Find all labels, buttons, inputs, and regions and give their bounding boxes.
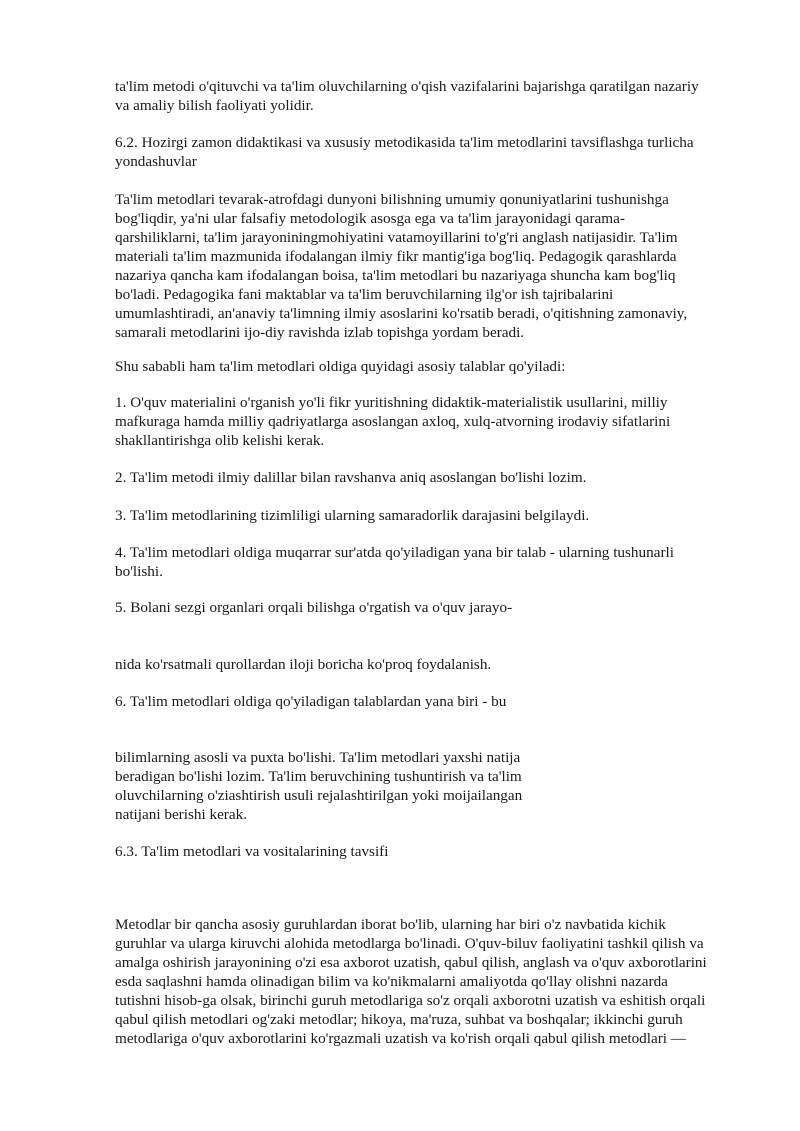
paragraph-methods-philosophy: Ta'lim metodlari tevarak-atrofdagi dunyoni bilishning umumiy qonuniyatlarini tushunishga bog'liqdir, ya'ni ular falsafiy metodologik asosga ega va ta'lim jarayonidagi qarama- qarshiliklarni, ta'lim jarayoniningmohiyatini vatamoyillarini to'g'ri anglash natijasidir. Ta'lim materiali ta'lim mazmunida ifodalangan ilmiy fikr mantig'iga bog'liq. Pedagogik qarashlarda nazariya qancha kam ifodalangan boisa, ta'lim metodlari bu nazariyaga shuncha kam bog'liq bo'ladi. Pedagogika fani maktablar va ta'lim beruvchilarning ilg'or ish tajribalarini umumlashtiradi, an'anaviy ta'limning ilmiy asoslarini ko'rsatib beradi, o'qitishning zamonaviy, samarali metodlarini ijo-diy ravishda izlab topishga yordam beradi.	[115, 191, 688, 341]
requirement-2: 2. Ta'lim metodi ilmiy dalillar bilan ravshanva aniq asoslangan bo'lishi lozim.	[115, 469, 587, 486]
section-heading-6-3: 6.3. Ta'lim metodlari va vositalarining tavsifi	[115, 843, 389, 860]
paragraph-method-groups: Metodlar bir qancha asosiy guruhlardan iborat bo'lib, ularning har biri o'z navbatida kichik guruhlar va ularga kiruvchi alohida metodlarga bo'linadi. O'quv-biluv faoliyatini tashkil qilish va amalga oshirish jarayonining o'zi esa axborot uzatish, qabul qilish, anglash va o'quv axborotlarini esda saqlashni hamda olinadigan bilim va ko'nikmalarni amaliyotda qo'llay olishni nazarda tutishni hisob-ga olsak, birinchi guruh metodlariga so'z orqali axborotni uzatish va eshitish orqali qabul qilish metodlari og'zaki metodlar; hikoya, ma'ruza, suhbat va boshqalar; ikkinchi guruh metodlariga o'quv axborotlarini ko'rgazmali uzatish va ko'rish orqali qabul qilish metodlari —	[115, 916, 707, 1047]
requirement-5-start: 5. Bolani sezgi organlari orqali bilishga o'rgatish va o'quv jarayo-	[115, 599, 513, 616]
requirement-6-start: 6. Ta'lim metodlari oldiga qo'yiladigan talablardan yana biri - bu	[115, 693, 507, 710]
section-heading-6-2: 6.2. Hozirgi zamon didaktikasi va xususiy metodikasida ta'lim metodlarini tavsiflashga turlicha yondashuvlar	[115, 134, 694, 170]
paragraph-requirements-intro: Shu sababli ham ta'lim metodlari oldiga quyidagi asosiy talablar qo'yiladi:	[115, 358, 566, 375]
requirement-5-end: nida ko'rsatmali qurollardan iloji boricha ko'proq foydalanish.	[115, 656, 492, 673]
requirement-4: 4. Ta'lim metodlari oldiga muqarrar sur'atda qo'yiladigan yana bir talab - ularning tushunarli bo'lishi.	[115, 544, 674, 580]
requirement-3: 3. Ta'lim metodlarining tizimliligi ularning samaradorlik darajasini belgilaydi.	[115, 507, 590, 524]
requirement-1: 1. O'quv materialini o'rganish yo'li fikr yuritishning didaktik-materialistik usullarini, milliy mafkuraga hamda milliy qadriyatlarga asoslangan axloq, xulq-atvorning irodaviy sifatlarini shakllantirishga olib kelishi kerak.	[115, 394, 671, 449]
requirement-6-end: bilimlarning asosli va puxta bo'lishi. Ta'lim metodlari yaxshi natija beradigan bo'lishi lozim. Ta'lim beruvchining tushuntirish va ta'lim oluvchilarning o'ziashtirish usuli rejalashtirilgan yoki moijailangan natijani berishi kerak.	[115, 749, 523, 823]
paragraph-method-definition: ta'lim metodi o'qituvchi va ta'lim oluvchilarning o'qish vazifalarini bajarishga qaratilgan nazariy va amaliy bilish faoliyati yolidir.	[115, 78, 699, 114]
